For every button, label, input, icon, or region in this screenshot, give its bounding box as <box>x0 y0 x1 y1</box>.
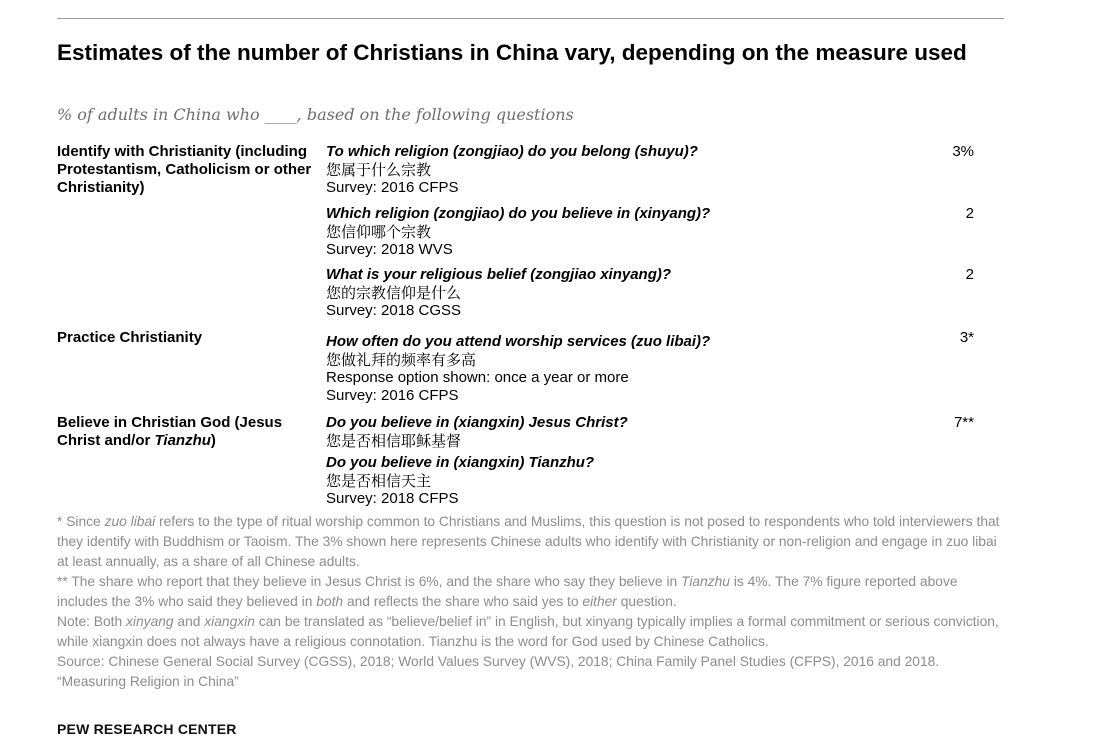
question-text: What is your religious belief (zongjiao xinyang)? <box>326 266 672 283</box>
category-label: Identify with Christianity (including Protestantism, Catholicism or other Christianity) <box>57 143 312 196</box>
survey-source: Survey: 2018 CFPS <box>326 490 459 507</box>
value-cell: 2 <box>965 266 974 283</box>
question-block <box>326 414 886 450</box>
question-chinese: 您是否相信天主 <box>326 472 432 490</box>
report-title: “Measuring Religion in China” <box>57 674 239 689</box>
footnotes <box>57 512 1002 692</box>
question-text: Do you believe in (xiangxin) Jesus Christ? <box>326 414 628 431</box>
value-cell: 3% <box>952 143 974 160</box>
value-cell: 7** <box>953 414 974 431</box>
row-believe <box>57 414 987 510</box>
footnote-1: * Since zuo libai refers to the type of ritual worship common to Christians and Muslims, this question is not posed to respondents who told interviewers that they identify with Buddhism or Taoism. The 3% shown here represents Chinese adults who identify with Christianity or non-religion and engage in zuo libai at least annually, as a share of all Chinese adults. <box>57 514 1000 569</box>
question-text: Which religion (zongjiao) do you believe in (xinyang)? <box>326 205 711 222</box>
question-text: To which religion (zongjiao) do you belong (shuyu)? <box>326 143 698 160</box>
question-block <box>326 266 886 320</box>
question-chinese: 您属于什么宗教 <box>326 161 432 179</box>
survey-source: Survey: 2016 CFPS <box>326 387 459 404</box>
question-chinese: 您的宗教信仰是什么 <box>326 284 462 302</box>
footnote-2: ** The share who report that they believe in Jesus Christ is 6%, and the share who say they believe in Tianzhu is 4%. The 7% figure reported above includes the 3% who said they believed in both and reflects the share who said yes to either question. <box>57 574 958 609</box>
question-block <box>326 333 886 405</box>
question-chinese: 您信仰哪个宗教 <box>326 223 432 241</box>
value-cell: 2 <box>965 205 974 222</box>
question-block <box>326 454 886 508</box>
source-text: Source: Chinese General Social Survey (CGSS), 2018; World Values Survey (WVS), 2018; China Family Panel Studies (CFPS), 2016 and 2018. <box>57 654 940 669</box>
response-option: Response option shown: once a year or more <box>326 369 629 386</box>
question-block <box>326 143 886 197</box>
category-label: Believe in Christian God (Jesus Christ and/or Tianzhu) <box>57 414 283 449</box>
survey-source: Survey: 2018 WVS <box>326 241 453 258</box>
subtitle: % of adults in China who ____, based on the following questions <box>57 105 574 124</box>
row-identify <box>57 143 987 323</box>
survey-source: Survey: 2016 CFPS <box>326 179 459 196</box>
top-rule <box>57 18 1004 19</box>
pew-logo-text: PEW RESEARCH CENTER <box>57 721 237 737</box>
category-label: Practice Christianity <box>57 329 203 346</box>
question-block <box>326 205 886 259</box>
row-practice <box>57 329 987 409</box>
question-chinese: 您是否相信耶稣基督 <box>326 432 462 450</box>
value-cell: 3* <box>959 329 974 346</box>
page-title: Estimates of the number of Christians in China vary, depending on the measure used <box>57 40 967 65</box>
survey-source: Survey: 2018 CGSS <box>326 302 462 319</box>
question-chinese: 您做礼拜的频率有多高 <box>326 351 477 369</box>
note-text: Note: Both xinyang and xiangxin can be translated as “believe/belief in” in English, but xinyang typically implies a formal commitment or serious conviction, while xiangxin does not always have a religious connotation. Tianzhu is the word for God used by Chinese Catholics. <box>57 614 999 649</box>
question-text: How often do you attend worship services (zuo libai)? <box>326 333 711 350</box>
question-text: Do you believe in (xiangxin) Tianzhu? <box>326 454 595 471</box>
